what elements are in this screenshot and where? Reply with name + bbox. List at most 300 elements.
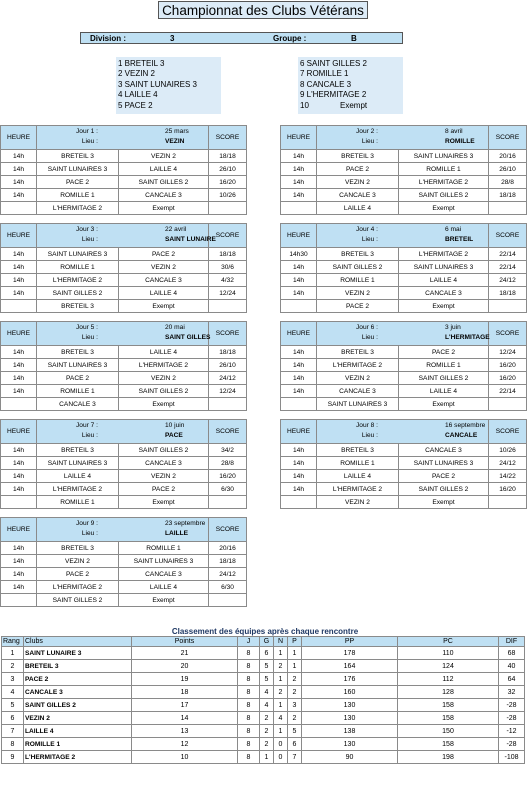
classement-joues: 8: [238, 712, 260, 725]
home-team: SAINT LUNAIRES 3: [37, 359, 119, 372]
classement-club: LAILLE 4: [24, 725, 132, 738]
classement-gagnes: 5: [260, 660, 274, 673]
score-header: SCORE: [209, 224, 247, 248]
jour-date: 10 juin: [165, 422, 185, 429]
journee-info: [317, 224, 489, 248]
journee-info: [317, 322, 489, 346]
header-pc: PC: [398, 637, 499, 647]
match-row: [281, 261, 527, 274]
classement-club: SAINT GILLES 2: [24, 699, 132, 712]
journee-header-row: [1, 322, 247, 346]
home-team: ROMILLE 1: [37, 385, 119, 398]
jour-label: Jour 9 :: [76, 520, 98, 527]
teams-list-left: [116, 57, 221, 114]
classement-rang: 8: [2, 738, 24, 751]
classement-perdus: 1: [288, 660, 302, 673]
header-g: G: [260, 637, 274, 647]
jour-label: Jour 8 :: [356, 422, 378, 429]
classement-header-row: [2, 637, 525, 647]
classement-points: 17: [132, 699, 238, 712]
classement-club: L'HERMITAGE 2: [24, 751, 132, 764]
classement-points-pour: 160: [302, 686, 398, 699]
match-row: [1, 457, 247, 470]
match-score: 16/20: [489, 483, 527, 496]
score-header: SCORE: [489, 322, 527, 346]
score-header: SCORE: [489, 420, 527, 444]
match-row: [281, 346, 527, 359]
away-team: PACE 2: [399, 470, 489, 483]
match-row: [1, 163, 247, 176]
journee-header-row: [281, 420, 527, 444]
match-time: 14h: [1, 542, 37, 555]
match-time: [1, 398, 37, 411]
away-team: LAILLE 4: [119, 581, 209, 594]
heure-header: HEURE: [1, 420, 37, 444]
classement-points-pour: 130: [302, 738, 398, 751]
jour-date: 20 mai: [165, 324, 185, 331]
team-entry: 7 ROMILLE 1: [300, 69, 349, 79]
classement-points: 14: [132, 712, 238, 725]
score-header: SCORE: [209, 126, 247, 150]
home-team: ROMILLE 1: [37, 261, 119, 274]
match-row: [1, 555, 247, 568]
home-team: CANCALE 3: [37, 398, 119, 411]
match-time: 14h: [1, 385, 37, 398]
home-team: L'HERMITAGE 2: [317, 483, 399, 496]
match-row: [281, 385, 527, 398]
home-team: BRETEIL 3: [317, 444, 399, 457]
classement-nuls: 1: [274, 725, 288, 738]
away-team: L'HERMITAGE 2: [399, 176, 489, 189]
journee-table: [280, 321, 527, 411]
away-team: LAILLE 4: [119, 287, 209, 300]
match-time: 14h: [1, 189, 37, 202]
jour-label: Jour 1 :: [76, 128, 98, 135]
away-team: L'HERMITAGE 2: [399, 248, 489, 261]
lieu-value: SAINT LUNAIRE: [165, 236, 216, 243]
classement-points: 18: [132, 686, 238, 699]
match-time: 14h: [281, 359, 317, 372]
classement-nuls: 2: [274, 660, 288, 673]
lieu-label: Lieu :: [81, 334, 98, 341]
team-entry: 8 CANCALE 3: [300, 79, 352, 89]
match-time: 14h: [281, 346, 317, 359]
classement-joues: 8: [238, 699, 260, 712]
match-score: 16/20: [209, 176, 247, 189]
lieu-label: Lieu :: [361, 236, 378, 243]
classement-difference: 68: [499, 647, 525, 660]
heure-header: HEURE: [1, 224, 37, 248]
classement-points: 21: [132, 647, 238, 660]
home-team: SAINT GILLES 2: [37, 594, 119, 607]
away-team: L'HERMITAGE 2: [119, 359, 209, 372]
match-score: 10/26: [489, 444, 527, 457]
away-team: SAINT LUNAIRES 3: [119, 555, 209, 568]
match-score: 28/8: [209, 457, 247, 470]
match-row: [281, 398, 527, 411]
classement-points-contre: 158: [398, 712, 499, 725]
away-team: Exempt: [119, 398, 209, 411]
classement-points-pour: 90: [302, 751, 398, 764]
match-score: 24/12: [209, 568, 247, 581]
header-clubs: Clubs: [24, 637, 132, 647]
away-team: CANCALE 3: [399, 444, 489, 457]
match-time: 14h: [1, 581, 37, 594]
classement-points: 10: [132, 751, 238, 764]
classement-joues: 8: [238, 686, 260, 699]
home-team: VEZIN 2: [37, 555, 119, 568]
match-score: 14/22: [489, 470, 527, 483]
match-score: 10/26: [209, 189, 247, 202]
classement-joues: 8: [238, 725, 260, 738]
home-team: PACE 2: [317, 300, 399, 313]
match-time: 14h: [281, 470, 317, 483]
match-time: 14h: [1, 287, 37, 300]
journee-info: [37, 420, 209, 444]
match-row: [1, 385, 247, 398]
journee-table: [280, 419, 527, 509]
away-team: Exempt: [399, 300, 489, 313]
home-team: ROMILLE 1: [37, 189, 119, 202]
away-team: SAINT LUNAIRES 3: [399, 457, 489, 470]
match-row: [281, 202, 527, 215]
match-score: [209, 202, 247, 215]
match-row: [281, 274, 527, 287]
away-team: ROMILLE 1: [399, 359, 489, 372]
away-team: Exempt: [119, 202, 209, 215]
classement-points-pour: 164: [302, 660, 398, 673]
home-team: SAINT LUNAIRES 3: [37, 163, 119, 176]
classement-row: [2, 686, 525, 699]
classement-difference: -28: [499, 712, 525, 725]
classement-joues: 8: [238, 673, 260, 686]
match-time: 14h: [281, 372, 317, 385]
classement-perdus: 6: [288, 738, 302, 751]
match-time: 14h: [1, 555, 37, 568]
match-row: [281, 359, 527, 372]
lieu-value: VEZIN: [165, 138, 185, 145]
home-team: L'HERMITAGE 2: [37, 483, 119, 496]
match-time: 14h: [1, 150, 37, 163]
match-score: 22/14: [489, 385, 527, 398]
lieu-label: Lieu :: [81, 236, 98, 243]
away-team: ROMILLE 1: [399, 163, 489, 176]
match-time: [281, 398, 317, 411]
away-team: VEZIN 2: [119, 372, 209, 385]
journee-info: [37, 518, 209, 542]
journee-info: [37, 224, 216, 248]
away-team: Exempt: [399, 202, 489, 215]
home-team: CANCALE 3: [317, 189, 399, 202]
header-j: J: [238, 637, 260, 647]
match-score: 4/32: [209, 274, 247, 287]
journee-header-row: [281, 126, 527, 150]
match-row: [1, 248, 247, 261]
away-team: CANCALE 3: [119, 457, 209, 470]
classement-row: [2, 647, 525, 660]
match-time: [281, 496, 317, 509]
home-team: SAINT GILLES 2: [317, 261, 399, 274]
away-team: CANCALE 3: [399, 287, 489, 300]
match-time: 14h: [1, 359, 37, 372]
match-score: 26/10: [489, 163, 527, 176]
team-number: 10: [300, 100, 309, 110]
match-score: 18/18: [209, 150, 247, 163]
lieu-label: Lieu :: [81, 138, 98, 145]
match-score: [209, 398, 247, 411]
classement-points-pour: 130: [302, 712, 398, 725]
lieu-label: Lieu :: [81, 432, 98, 439]
home-team: ROMILLE 1: [37, 496, 119, 509]
match-score: [489, 300, 527, 313]
away-team: Exempt: [399, 398, 489, 411]
classement-joues: 8: [238, 738, 260, 751]
classement-title: Classement des équipes après chaque rencontre: [171, 627, 359, 636]
match-score: [209, 300, 247, 313]
division-label: Division :: [90, 34, 127, 43]
home-team: VEZIN 2: [317, 372, 399, 385]
journee-table: [0, 517, 247, 607]
classement-gagnes: 2: [260, 725, 274, 738]
jour-label: Jour 5 :: [76, 324, 98, 331]
match-row: [1, 189, 247, 202]
team-entry: 3 SAINT LUNAIRES 3: [118, 79, 197, 89]
match-time: 14h: [281, 287, 317, 300]
classement-points-pour: 176: [302, 673, 398, 686]
journee-info: [317, 126, 489, 150]
classement-rang: 7: [2, 725, 24, 738]
classement-points-contre: 198: [398, 751, 499, 764]
classement-perdus: 2: [288, 712, 302, 725]
score-header: SCORE: [209, 518, 247, 542]
away-team: PACE 2: [399, 346, 489, 359]
match-score: 30/6: [209, 261, 247, 274]
match-time: [281, 202, 317, 215]
classement-perdus: 3: [288, 699, 302, 712]
home-team: L'HERMITAGE 2: [317, 359, 399, 372]
score-header: SCORE: [489, 224, 527, 248]
classement-difference: 40: [499, 660, 525, 673]
away-team: VEZIN 2: [119, 261, 209, 274]
classement-club: VEZIN 2: [24, 712, 132, 725]
classement-perdus: 5: [288, 725, 302, 738]
classement-club: ROMILLE 1: [24, 738, 132, 751]
match-row: [1, 261, 247, 274]
match-score: 24/12: [209, 372, 247, 385]
away-team: Exempt: [119, 594, 209, 607]
classement-points-pour: 138: [302, 725, 398, 738]
classement-gagnes: 4: [260, 686, 274, 699]
header-rang: Rang: [2, 637, 24, 647]
classement-points: 19: [132, 673, 238, 686]
classement-rang: 2: [2, 660, 24, 673]
match-row: [1, 176, 247, 189]
match-score: 34/2: [209, 444, 247, 457]
classement-nuls: 0: [274, 738, 288, 751]
classement-difference: -12: [499, 725, 525, 738]
home-team: SAINT LUNAIRES 3: [37, 248, 119, 261]
classement-points-pour: 130: [302, 699, 398, 712]
home-team: ROMILLE 1: [317, 457, 399, 470]
home-team: BRETEIL 3: [317, 346, 399, 359]
match-row: [281, 150, 527, 163]
match-score: 16/20: [489, 372, 527, 385]
match-time: [1, 300, 37, 313]
classement-joues: 8: [238, 647, 260, 660]
match-score: 6/30: [209, 581, 247, 594]
match-row: [1, 581, 247, 594]
match-time: 14h: [1, 163, 37, 176]
classement-perdus: 7: [288, 751, 302, 764]
home-team: BRETEIL 3: [317, 150, 399, 163]
match-row: [1, 496, 247, 509]
away-team: CANCALE 3: [119, 189, 209, 202]
away-team: VEZIN 2: [119, 150, 209, 163]
heure-header: HEURE: [1, 322, 37, 346]
home-team: PACE 2: [317, 163, 399, 176]
lieu-value: LAILLE: [165, 530, 189, 537]
away-team: LAILLE 4: [399, 385, 489, 398]
classement-row: [2, 699, 525, 712]
away-team: PACE 2: [119, 483, 209, 496]
home-team: VEZIN 2: [317, 496, 399, 509]
classement-nuls: 1: [274, 699, 288, 712]
lieu-label: Lieu :: [361, 138, 378, 145]
match-score: 24/12: [489, 457, 527, 470]
away-team: ROMILLE 1: [119, 542, 209, 555]
match-time: 14h: [281, 457, 317, 470]
home-team: LAILLE 4: [317, 202, 399, 215]
match-score: 12/24: [489, 346, 527, 359]
heure-header: HEURE: [281, 126, 317, 150]
team-entry: 1 BRETEIL 3: [118, 59, 165, 68]
jour-date: 16 septembre: [445, 422, 486, 429]
classement-gagnes: 2: [260, 738, 274, 751]
jour-date: 25 mars: [165, 128, 189, 135]
home-team: BRETEIL 3: [317, 248, 399, 261]
match-time: [1, 496, 37, 509]
journee-info: [37, 322, 209, 346]
score-header: SCORE: [209, 420, 247, 444]
match-score: 18/18: [489, 189, 527, 202]
home-team: PACE 2: [37, 176, 119, 189]
classement-club: PACE 2: [24, 673, 132, 686]
match-time: 14h: [1, 346, 37, 359]
away-team: PACE 2: [119, 248, 209, 261]
team-entry: 2 VEZIN 2: [118, 69, 155, 79]
journee-header-row: [281, 322, 527, 346]
classement-difference: -28: [499, 738, 525, 751]
jour-label: Jour 7 :: [76, 422, 98, 429]
team-entry: 9 L'HERMITAGE 2: [300, 90, 367, 100]
away-team: VEZIN 2: [119, 470, 209, 483]
away-team: SAINT GILLES 2: [399, 189, 489, 202]
jour-date: 23 septembre: [165, 520, 206, 527]
classement-points: 20: [132, 660, 238, 673]
heure-header: HEURE: [1, 126, 37, 150]
classement-perdus: 1: [288, 647, 302, 660]
journee-table: [0, 223, 247, 313]
match-time: 14h: [1, 372, 37, 385]
match-time: 14h: [1, 261, 37, 274]
classement-points: 13: [132, 725, 238, 738]
home-team: BRETEIL 3: [37, 444, 119, 457]
match-score: 26/10: [209, 359, 247, 372]
classement-table: [1, 636, 525, 764]
classement-points-contre: 128: [398, 686, 499, 699]
home-team: L'HERMITAGE 2: [37, 202, 119, 215]
away-team: SAINT GILLES 2: [119, 176, 209, 189]
match-row: [1, 483, 247, 496]
match-row: [1, 444, 247, 457]
journee-table: [0, 419, 247, 509]
team-entry: 6 SAINT GILLES 2: [300, 59, 367, 68]
header-p: P: [288, 637, 302, 647]
match-score: 22/14: [489, 248, 527, 261]
match-row: [1, 470, 247, 483]
jour-date: 6 mai: [445, 226, 462, 233]
match-score: 22/14: [489, 261, 527, 274]
journee-table: [280, 223, 527, 313]
home-team: LAILLE 4: [37, 470, 119, 483]
home-team: SAINT LUNAIRES 3: [317, 398, 399, 411]
match-score: 16/20: [209, 470, 247, 483]
classement-joues: 8: [238, 751, 260, 764]
match-row: [281, 176, 527, 189]
home-team: BRETEIL 3: [37, 542, 119, 555]
match-row: [1, 359, 247, 372]
jour-label: Jour 4 :: [356, 226, 378, 233]
classement-rang: 4: [2, 686, 24, 699]
match-row: [281, 483, 527, 496]
classement-club: CANCALE 3: [24, 686, 132, 699]
classement-row: [2, 712, 525, 725]
away-team: Exempt: [399, 496, 489, 509]
match-row: [281, 287, 527, 300]
lieu-value: CANCALE: [445, 432, 478, 439]
score-header: SCORE: [489, 126, 527, 150]
match-score: [209, 594, 247, 607]
score-header: SCORE: [209, 322, 247, 346]
match-row: [1, 542, 247, 555]
match-score: 20/16: [209, 542, 247, 555]
match-score: 18/18: [209, 248, 247, 261]
match-score: 18/18: [489, 287, 527, 300]
lieu-value: L'HERMITAGE: [445, 334, 490, 341]
heure-header: HEURE: [281, 322, 317, 346]
home-team: ROMILLE 1: [317, 274, 399, 287]
match-time: [1, 202, 37, 215]
heure-header: HEURE: [1, 518, 37, 542]
away-team: LAILLE 4: [119, 163, 209, 176]
match-time: [281, 300, 317, 313]
groupe-label: Groupe :: [273, 34, 307, 43]
classement-perdus: 2: [288, 673, 302, 686]
classement-points-contre: 158: [398, 699, 499, 712]
classement-row: [2, 673, 525, 686]
classement-difference: -28: [499, 699, 525, 712]
classement-nuls: 4: [274, 712, 288, 725]
classement-points-contre: 158: [398, 738, 499, 751]
classement-gagnes: 2: [260, 712, 274, 725]
away-team: SAINT GILLES 2: [119, 444, 209, 457]
match-time: 14h: [281, 274, 317, 287]
team-name: Exempt: [340, 100, 368, 110]
match-time: 14h: [1, 274, 37, 287]
match-time: 14h: [281, 163, 317, 176]
header-points: Points: [132, 637, 238, 647]
away-team: SAINT GILLES 2: [399, 483, 489, 496]
